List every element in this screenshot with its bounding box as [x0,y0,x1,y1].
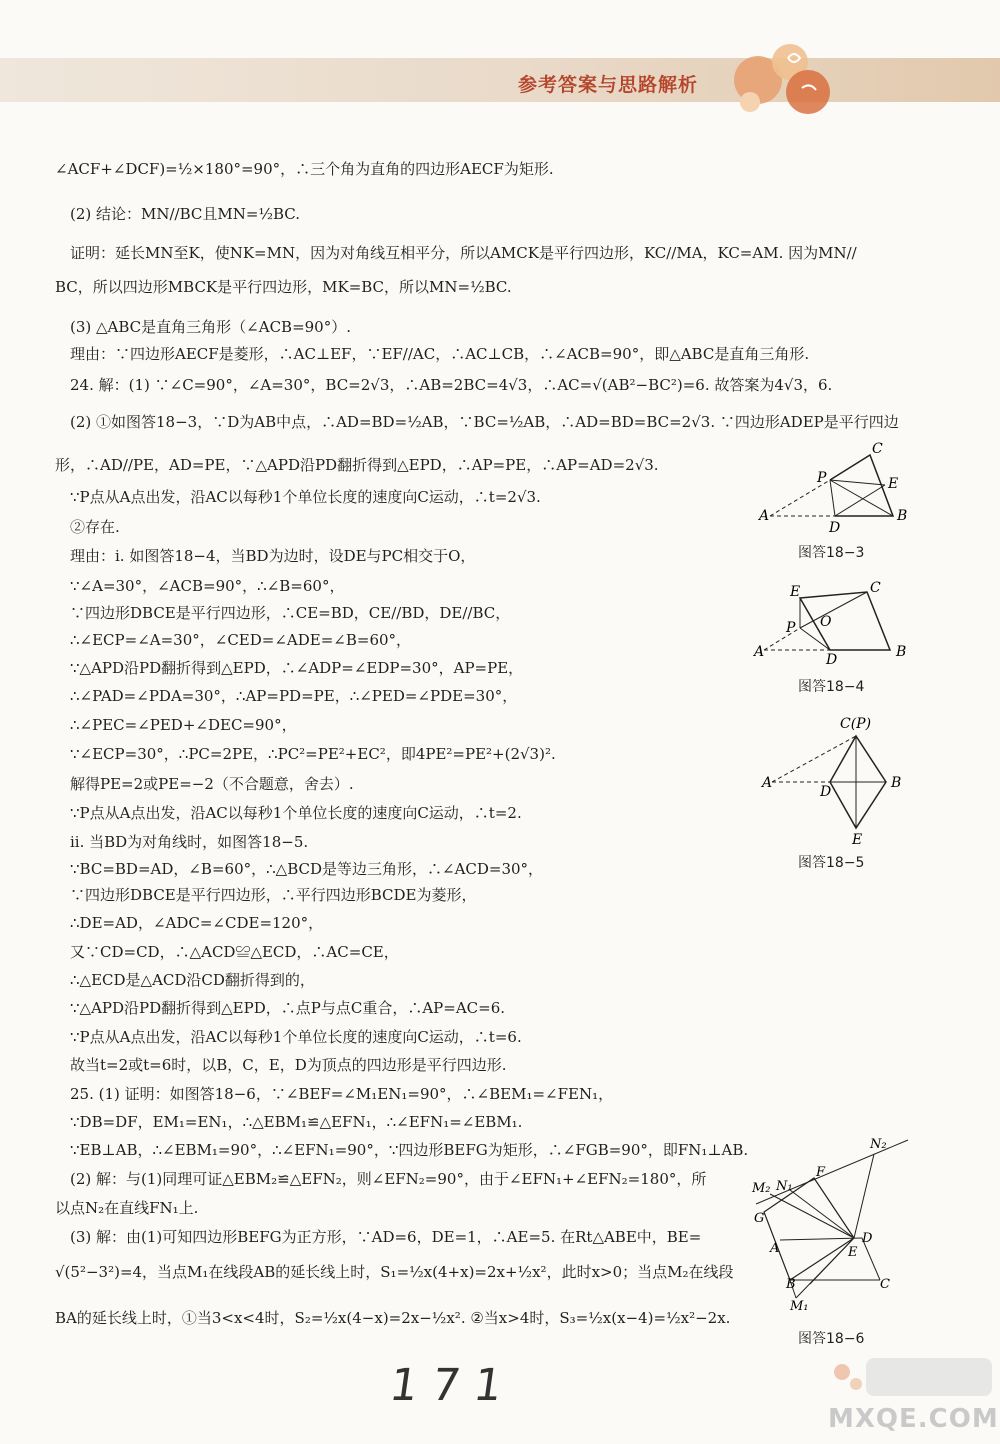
figure-18-4 [752,578,912,668]
fig18-3-label: E [888,476,899,492]
fig18-6-label: G [754,1211,765,1226]
text-line: ∴∠PEC=∠PED+∠DEC=90°， [70,716,297,734]
figure-18-5 [758,712,908,847]
figure-18-3 [755,440,915,535]
fig18-3-label: C [872,441,883,457]
fig18-4-label: E [790,584,801,600]
fig18-5-label: A [762,775,773,791]
text-line: ∵P点从A点出发，沿AC以每秒1个单位长度的速度向C运动，∴t=6. [70,1028,522,1046]
text-line: (3) 解：由(1)可知四边形BEFG为正方形，∵AD=6，DE=1，∴AE=5. 在Rt△ABE中，BE= [70,1228,702,1246]
fig18-3-label: D [829,520,841,535]
fig18-5-label: B [891,775,902,791]
fig18-6-label: M₂ [752,1181,771,1196]
text-line: ∠ACF+∠DCF)=½×180°=90°，∴三个角为直角的四边形AECF为矩形. [55,160,554,178]
text-line: 理由：i. 如图答18−4，当BD为边时，设DE与PC相交于O， [70,547,476,565]
page-header-title: 参考答案与思路解析 [518,74,699,96]
fig18-4-label: O [820,614,832,630]
text-line: ∴DE=AD，∠ADC=∠CDE=120°， [70,914,324,932]
text-line: 24. 解：(1) ∵∠C=90°，∠A=30°，BC=2√3，∴AB=2BC=4√3，∴AC=√(AB²−BC²)=6. 故答案为4√3，6. [70,376,833,394]
fig18-4-label: C [870,580,881,596]
text-line: 证明：延长MN至K，使NK=MN，因为对角线互相平分，所以AMCK是平行四边形，KC//MA，KC=AM. 因为MN// [70,244,857,262]
text-line: ∵DB=DF，EM₁=EN₁，∴△EBM₁≌△EFN₁，∴∠EFN₁=∠EBM₁. [70,1113,523,1131]
text-line: BC，所以四边形MBCK是平行四边形，MK=BC，所以MN=½BC. [55,278,512,296]
fig18-4-label: D [826,652,838,668]
fig18-6-label: M₁ [790,1299,809,1314]
text-line: ∵P点从A点出发，沿AC以每秒1个单位长度的速度向C运动，∴t=2√3. [70,488,541,506]
fig18-4-label: A [754,644,765,660]
text-line: 形，∴AD//PE，AD=PE，∵△APD沿PD翻折得到△EPD，∴AP=PE，∴AP=AD=2√3. [55,456,659,474]
fig18-5-label: E [852,832,863,847]
text-line: ∵BC=BD=AD，∠B=60°，∴△BCD是等边三角形，∴∠ACD=30°， [70,860,544,878]
text-line: ∵△APD沿PD翻折得到△EPD，∴点P与点C重合，∴AP=AC=6. [70,999,506,1017]
text-line: 解得PE=2或PE=−2（不合题意，舍去）. [70,775,354,793]
header-band [0,58,1000,102]
text-line: ∵∠ECP=30°，∴PC=2PE，∴PC²=PE²+EC²，即4PE²=PE²+(2√3)². [70,745,556,763]
text-line: ∵P点从A点出发，沿AC以每秒1个单位长度的速度向C运动，∴t=2. [70,804,522,822]
fig18-4-label: B [896,644,907,660]
figure-caption: 图答18−3 [798,545,865,561]
figure-caption: 图答18−4 [798,679,865,695]
fig18-6-label: C [880,1277,890,1292]
fig18-5-label: D [820,784,832,800]
decorative-circles-icon [728,40,838,120]
fig18-6-label: N₂ [870,1137,887,1152]
text-line: 理由：∵四边形AECF是菱形，∴AC⊥EF，∵EF//AC，∴AC⊥CB，∴∠ACB=90°，即△ABC是直角三角形. [70,345,810,363]
text-line: 25. (1) 证明：如图答18−6，∵∠BEF=∠M₁EN₁=90°，∴∠BEM₁=∠FEN₁， [70,1085,614,1103]
text-line: (2) 解：与(1)同理可证△EBM₂≌△EFN₂，则∠EFN₂=90°，由于∠EFN₁+∠EFN₂=180°，所 [70,1170,707,1188]
figure-caption: 图答18−6 [798,1331,865,1347]
text-line: 故当t=2或t=6时，以B，C，E，D为顶点的四边形是平行四边形. [70,1056,507,1074]
page-number: 171 [386,1360,520,1411]
fig18-6-label: F [816,1165,826,1180]
fig18-6-label: D [862,1231,873,1246]
text-line: ∵EB⊥AB，∴∠EBM₁=90°，∴∠EFN₁=90°，∵四边形BEFG为矩形，∴∠FGB=90°，即FN₁⊥AB. [70,1141,749,1159]
watermark-text: MXQE.COM [828,1404,999,1434]
text-line: 以点N₂在直线FN₁上. [55,1199,199,1217]
text-line: ∵四边形DBCE是平行四边形，∴CE=BD，CE//BD，DE//BC， [70,604,511,622]
text-line: ∴∠ECP=∠A=30°，∠CED=∠ADE=∠B=60°， [70,631,412,649]
text-line: 又∵CD=CD，∴△ACD≌△ECD，∴AC=CE， [70,943,399,961]
text-line: ∴∠PAD=∠PDA=30°，∴AP=PD=PE，∴∠PED=∠PDE=30°， [70,687,518,705]
fig18-3-label: P [817,470,827,486]
fig18-6-label: N₁ [776,1179,793,1194]
fig18-6-label: E [848,1245,858,1260]
text-line: ∵△APD沿PD翻折得到△EPD，∴∠ADP=∠EDP=30°，AP=PE， [70,659,524,677]
text-line: (2) 结论：MN//BC且MN=½BC. [70,205,300,223]
fig18-5-label: C(P) [840,716,872,732]
text-line: ②存在. [70,518,120,536]
text-line: ∵四边形DBCE是平行四边形，∴平行四边形BCDE为菱形， [70,886,477,904]
figure-18-6 [750,1130,920,1320]
fig18-3-label: B [897,508,908,524]
text-line: ∴△ECD是△ACD沿CD翻折得到的， [70,971,315,989]
text-line: ∵∠A=30°，∠ACB=90°，∴∠B=60°， [70,577,345,595]
fig18-6-label: B [786,1277,796,1292]
text-line: (2) ①如图答18−3，∵D为AB中点，∴AD=BD=½AB，∵BC=½AB，∴AD=BD=BC=2√3. ∵四边形ADEP是平行四边 [70,413,899,431]
text-line: √(5²−3²)=4，当点M₁在线段AB的延长线上时，S₁=½x(4+x)=2x+½x²，此时x>0；当点M₂在线段 [55,1263,734,1281]
figure-caption: 图答18−5 [798,855,865,871]
text-line: ii. 当BD为对角线时，如图答18−5. [70,833,309,851]
text-line: (3) △ABC是直角三角形（∠ACB=90°）. [70,318,351,336]
fig18-4-label: P [786,620,796,636]
fig18-3-label: A [759,508,770,524]
text-line: BA的延长线上时，①当3<x<4时，S₂=½x(4−x)=2x−½x². ②当x>4时，S₃=½x(x−4)=½x²−2x. [55,1309,731,1327]
fig18-6-label: A [770,1241,780,1256]
